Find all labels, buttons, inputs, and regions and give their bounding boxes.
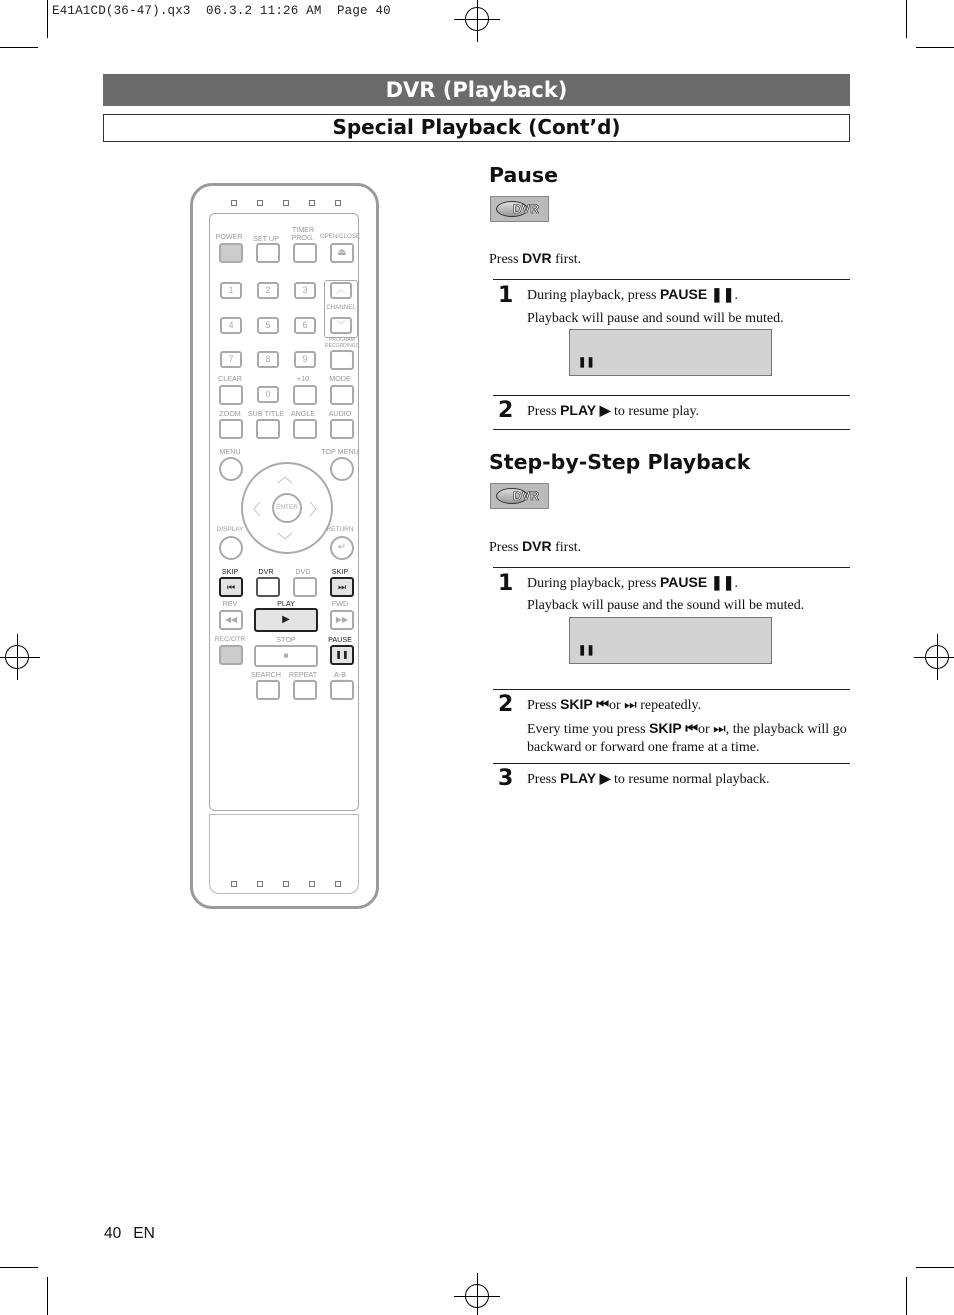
step-number: 1 xyxy=(498,571,514,596)
divider xyxy=(493,763,850,764)
power-label: POWER xyxy=(215,232,243,241)
rev-button: ◀◀ xyxy=(219,610,243,630)
dvr-button xyxy=(256,577,280,597)
open-close-label: OPEN/CLOSE xyxy=(319,233,361,240)
step-number: 2 xyxy=(498,398,514,423)
stop-label: STOP xyxy=(276,635,296,644)
setup-label: SET UP xyxy=(253,234,279,243)
play-button: ▶ xyxy=(254,608,318,632)
crop-mark xyxy=(47,0,48,38)
pause-label: PAUSE xyxy=(328,635,352,644)
audio-label: AUDIO xyxy=(328,409,352,418)
timer-prog-button xyxy=(293,243,317,263)
step-text: Press PLAY ▶ to resume normal playback. xyxy=(527,770,770,787)
step-number: 2 xyxy=(498,692,514,717)
zoom-button xyxy=(219,419,243,439)
step-number: 3 xyxy=(498,766,514,791)
press-dvr-first: Press DVR first. xyxy=(489,250,582,267)
pause-button: ❚❚ xyxy=(330,645,354,665)
clear-button xyxy=(219,385,243,405)
crop-mark xyxy=(47,1277,48,1315)
page-footer xyxy=(104,1225,167,1243)
rev-label: REV xyxy=(222,599,238,608)
divider xyxy=(493,395,850,396)
language-code: EN xyxy=(133,1225,155,1242)
registration-mark xyxy=(465,7,489,31)
subtitle-label: SUB TITLE xyxy=(247,409,285,418)
rec-otr-button xyxy=(219,645,243,665)
skip-forward-button: ⏭ xyxy=(330,577,354,597)
registration-mark xyxy=(465,1284,489,1308)
crop-mark xyxy=(916,47,954,48)
dvr-badge: DVR xyxy=(490,196,549,222)
subtitle-button xyxy=(256,419,280,439)
search-label: SEARCH xyxy=(251,670,281,679)
skip-back-label: SKIP xyxy=(221,567,239,576)
digit-7-button: 7 xyxy=(220,351,242,368)
digit-5-button: 5 xyxy=(257,317,279,334)
digit-8-button: 8 xyxy=(257,351,279,368)
channel-label: CHANNEL xyxy=(326,304,356,311)
play-label: PLAY xyxy=(277,599,295,608)
pause-icon: ❚❚ xyxy=(578,645,595,656)
return-label: RETURN xyxy=(326,526,354,533)
skip-forward-label: SKIP xyxy=(331,567,349,576)
digit-2-button: 2 xyxy=(257,282,279,299)
enter-button: ENTER xyxy=(272,493,302,523)
fwd-button: ▶▶ xyxy=(330,610,354,630)
remote-control-illustration xyxy=(190,183,379,909)
divider xyxy=(493,429,850,430)
step-number: 1 xyxy=(498,283,514,308)
step-text: Press PLAY ▶ to resume play. xyxy=(527,402,700,419)
angle-button xyxy=(293,419,317,439)
digit-3-button: 3 xyxy=(294,282,316,299)
crop-mark xyxy=(916,1267,954,1268)
registration-mark xyxy=(5,645,29,669)
print-slug: E41A1CD(36-47).qx3 06.3.2 11:26 AM Page 40 xyxy=(52,4,391,18)
page-number: 40 xyxy=(104,1225,122,1242)
crop-mark xyxy=(906,1277,907,1315)
pause-icon: ❚❚ xyxy=(578,357,595,368)
ab-button xyxy=(330,680,354,700)
crop-mark xyxy=(0,47,38,48)
timer-prog-label: TIMER PROG. xyxy=(291,225,315,242)
return-button: ↵ xyxy=(330,536,354,560)
channel-up-button: ︿ xyxy=(330,282,352,299)
clear-label: CLEAR xyxy=(218,374,242,383)
menu-button xyxy=(219,457,243,481)
search-button xyxy=(256,680,280,700)
step-text: During playback, press PAUSE ❚❚. Playback will pause and sound will be muted. xyxy=(527,286,784,326)
skip-back-button: ⏮ xyxy=(219,577,243,597)
repeat-label: REPEAT xyxy=(288,670,318,679)
eject-button: ⏏ xyxy=(330,243,354,263)
digit-6-button: 6 xyxy=(294,317,316,334)
menu-label: MENU xyxy=(219,447,241,456)
registration-mark xyxy=(925,645,949,669)
press-dvr-first: Press DVR first. xyxy=(489,538,582,555)
step-text: During playback, press PAUSE ❚❚. Playback will pause and the sound will be muted. xyxy=(527,574,805,613)
stop-button: ■ xyxy=(254,645,318,667)
fwd-label: FWD xyxy=(331,599,349,608)
display-label: DISPLAY xyxy=(216,526,244,533)
direction-pad: ︿ ﹀ 〈 〉 ENTER xyxy=(241,462,333,554)
digit-1-button: 1 xyxy=(220,282,242,299)
rec-otr-label: REC/OTR xyxy=(214,636,246,643)
divider xyxy=(493,567,850,568)
zoom-label: ZOOM xyxy=(219,409,241,418)
angle-label: ANGLE xyxy=(290,409,316,418)
divider xyxy=(493,279,850,280)
digit-9-button: 9 xyxy=(294,351,316,368)
mode-button xyxy=(330,385,354,405)
tv-screen-display xyxy=(569,617,772,664)
pause-heading: Pause xyxy=(489,163,559,187)
top-menu-button xyxy=(330,457,354,481)
digit-0-button: 0 xyxy=(257,386,279,403)
power-button xyxy=(219,243,243,263)
plus10-label: +10 xyxy=(296,374,310,383)
crop-mark xyxy=(906,0,907,38)
ab-label: A-B xyxy=(334,670,346,679)
divider xyxy=(493,689,850,690)
plus10-button xyxy=(293,385,317,405)
step-by-step-heading: Step-by-Step Playback xyxy=(489,450,751,474)
setup-button xyxy=(256,243,280,263)
tv-screen-display xyxy=(569,329,772,376)
dvr-label: DVR xyxy=(258,567,274,576)
digit-4-button: 4 xyxy=(220,317,242,334)
program-recordings-button xyxy=(330,350,354,370)
page-subtitle: Special Playback (Cont’d) xyxy=(103,114,850,142)
repeat-button xyxy=(293,680,317,700)
audio-button xyxy=(330,419,354,439)
step-text: Press SKIP ⏮or ⏭ repeatedly. Every time you press SKIP ⏮or ⏭, the playback will go backward or forward one frame at a time. xyxy=(527,696,847,755)
display-button xyxy=(219,536,243,560)
crop-mark xyxy=(0,1267,38,1268)
page-title: DVR (Playback) xyxy=(103,74,850,106)
mode-label: MODE xyxy=(329,374,351,383)
dvr-badge: DVR xyxy=(490,483,549,509)
top-menu-label: TOP MENU xyxy=(321,447,359,456)
program-recordings-label: PROGRAM RECORDINGS xyxy=(325,337,359,349)
dvd-button xyxy=(293,577,317,597)
dvd-label: DVD xyxy=(295,567,311,576)
channel-down-button: ﹀ xyxy=(330,317,352,334)
